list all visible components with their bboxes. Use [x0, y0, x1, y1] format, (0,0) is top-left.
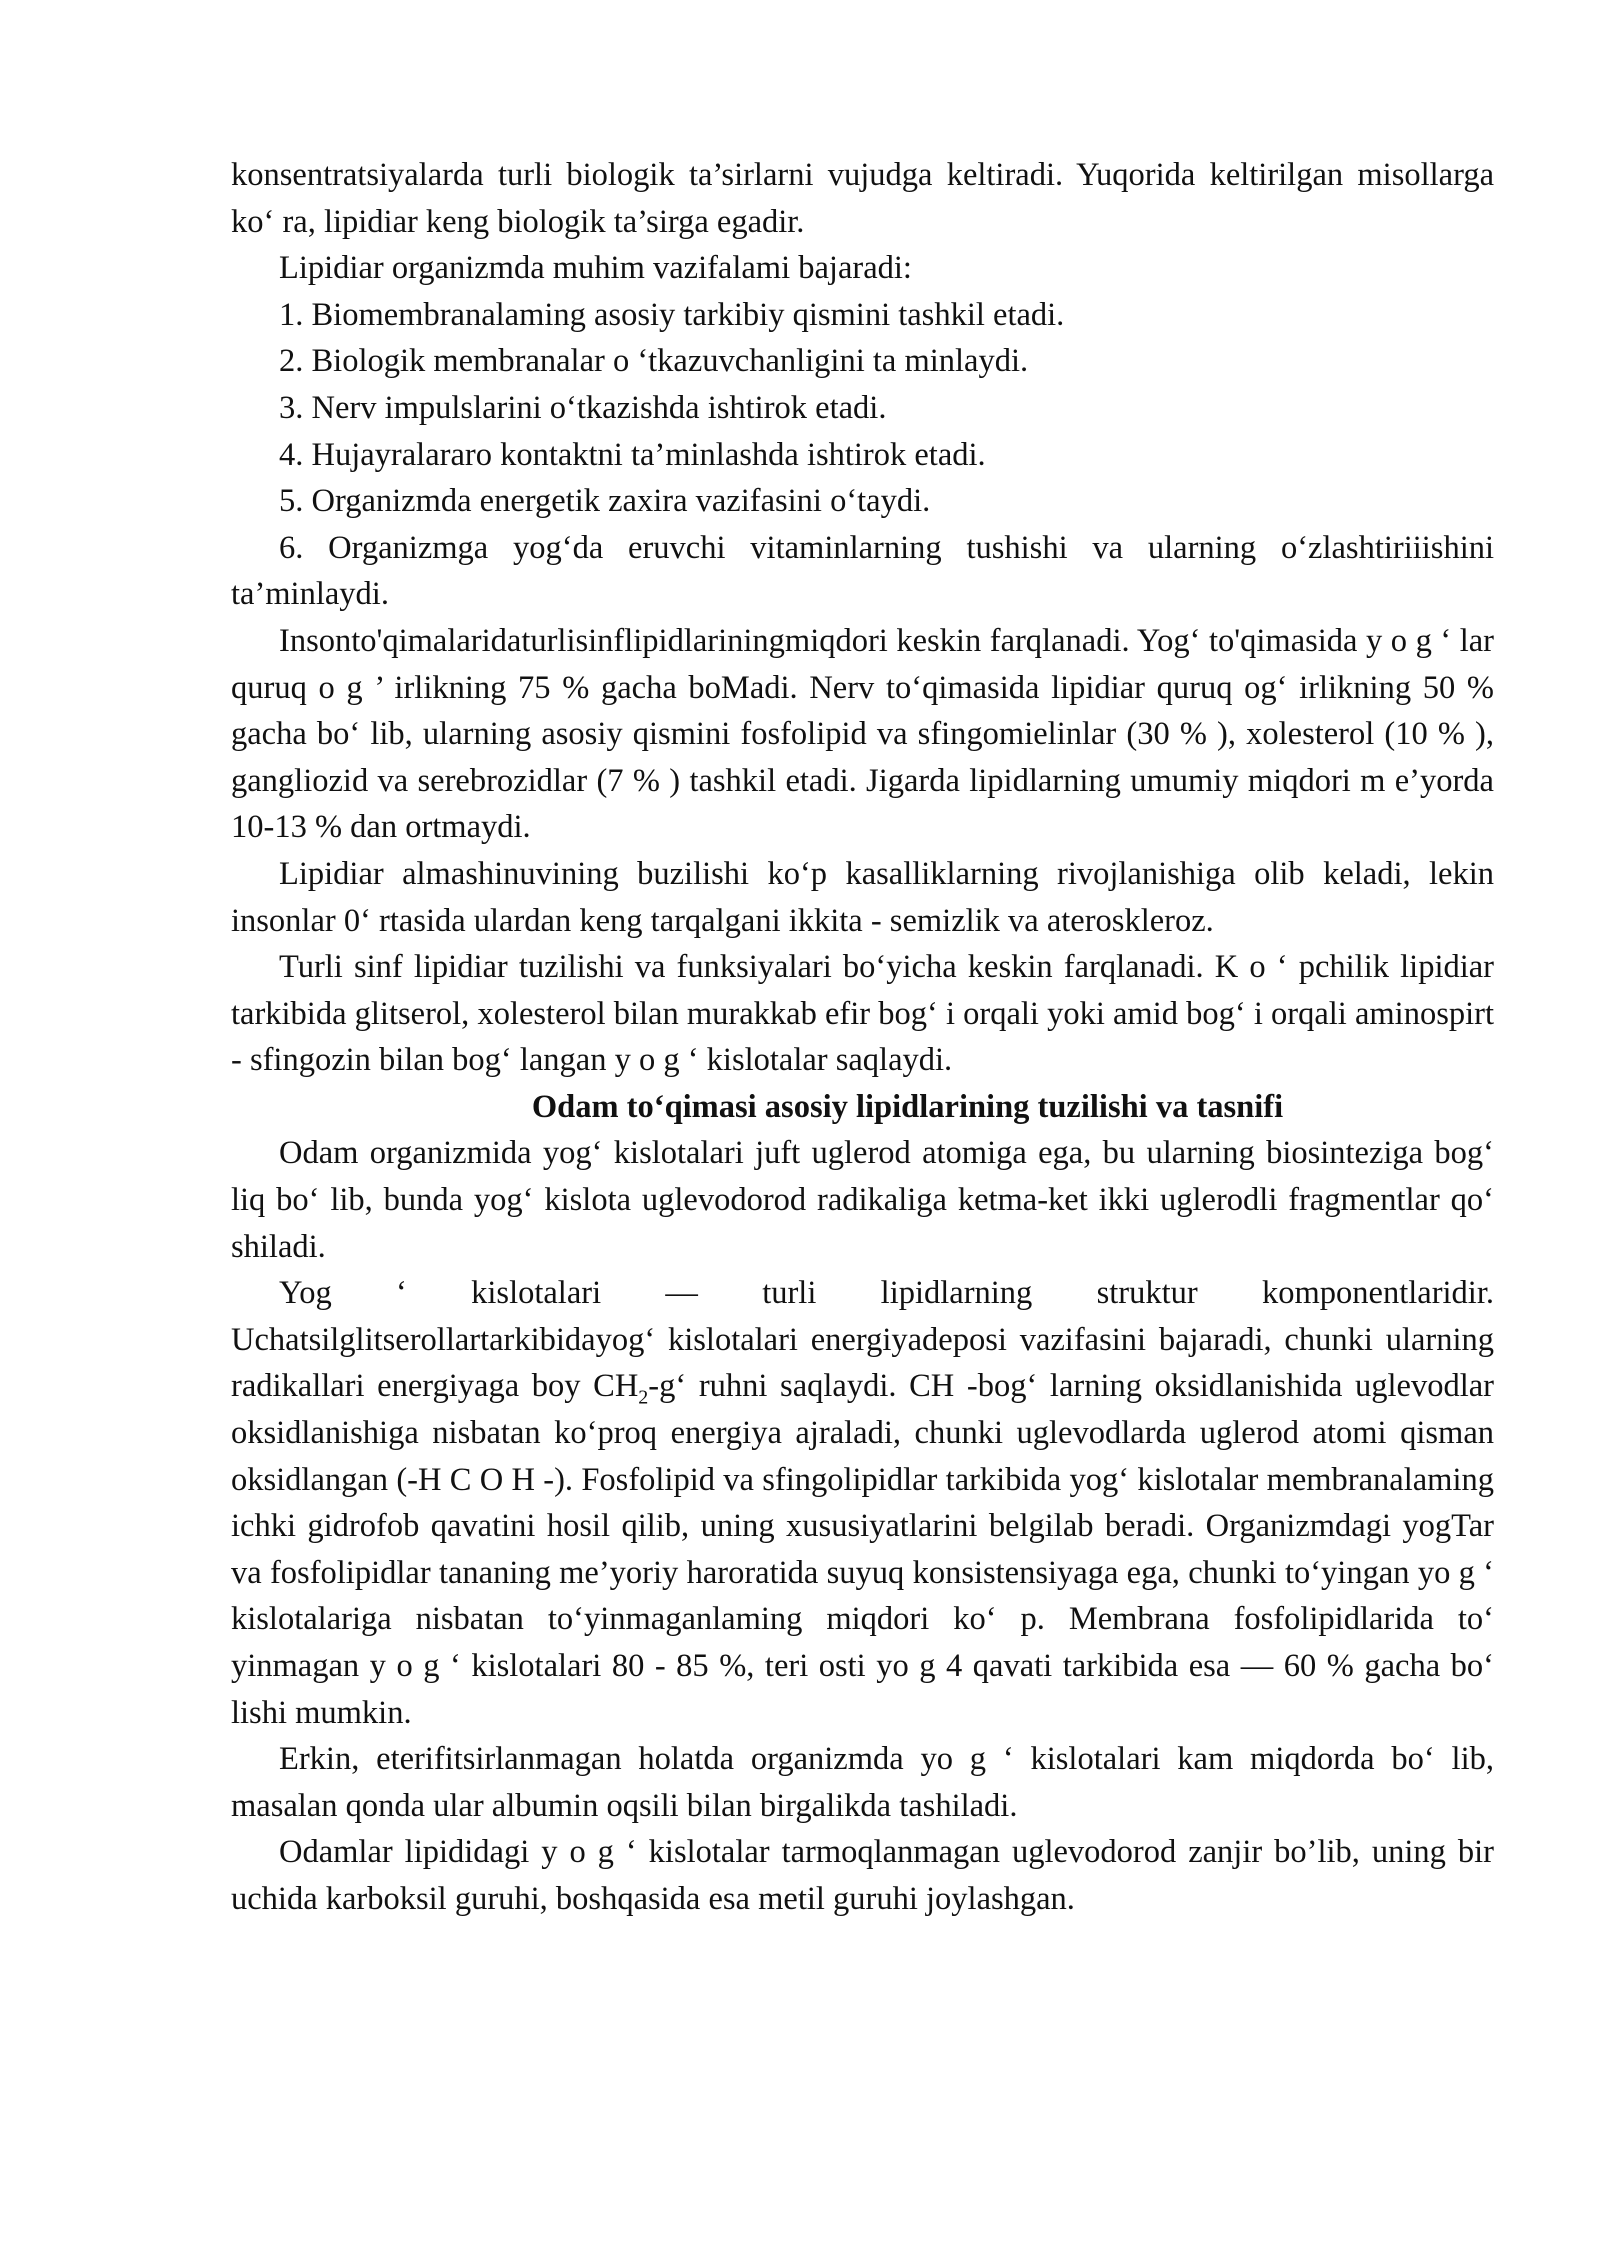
section-heading: Odam to‘qimasi asosiy lipidlarining tuzilishi va tasnifi	[531, 1088, 1284, 1125]
subscript: 2	[638, 1386, 649, 1409]
paragraph-structure: Turli sinf lipidiar tuzilishi va funksiyalari bo‘yicha keskin farqlanadi. K o ‘ pchilik lipidiar tarkibida glitserol, xolesterol bilan murakkab efir bog‘ i orqali yoki amid bog‘ i orqali aminospirt - sfingozin bilan bog‘ langan y o g ‘ kislotalar saqlaydi.	[231, 949, 1494, 1079]
list-item: 1. Biomembranalaming asosiy tarkibiy qismini tashkil etadi.	[279, 296, 1065, 333]
paragraph-lipid-content: Insonto'qimalaridaturlisinflipidlariningmiqdori keskin farqlanadi. Yog‘ to'qimasida y o g ‘ lar quruq o g ’ irlikning 75 % gacha boMadi. Nerv to‘qimasida lipidiar quruq og‘ irlikning 50 % gacha bo‘ lib, ularning asosiy qismini fosfolipid va sfingomielinlar (30 % ), xolesterol (10 % ), gangliozid va serebrozidlar (7 % ) tashkil etadi. Jigarda lipidlarning umumiy miqdori m e’yorda 10-13 % dan ortmaydi.	[231, 622, 1494, 846]
list-item: 4. Hujayralararo kontaktni ta’minlashda ishtirok etadi.	[279, 436, 986, 473]
paragraph-intro: konsentratsiyalarda turli biologik ta’sirlarni vujudga keltiradi. Yuqorida keltirilgan misollarga ko‘ ra, lipidiar keng biologik ta’sirga egadir.	[231, 157, 1494, 240]
paragraph-fatty-acids: Odam organizmida yog‘ kislotalari juft uglerod atomiga ega, bu ularning biosinteziga bog‘ liq bo‘ lib, bunda yog‘ kislota uglevodorod radikaliga ketma-ket ikki uglerodli fragmentlar qo‘ shiladi.	[231, 1135, 1494, 1265]
text-run: Yog ‘ kislotalari — turli lipidlarning struktur komponentlaridir. Uchatsilglitserollartarkibidayog‘ kislotalari energiyadeposi vazifasini bajaradi, chunki ularning radikallari energiyaga boy CH	[231, 1275, 1494, 1405]
paragraph-chain-structure: Odamlar lipididagi y o g ‘ kislotalar tarmoqlanmagan uglevodorod zanjir bo’lib, uning bir uchida karboksil guruhi, boshqasida esa metil guruhi joylashgan.	[231, 1834, 1494, 1917]
list-item: 2. Biologik membranalar o ‘tkazuvchanligini ta minlaydi.	[279, 343, 1029, 380]
text-run: -g‘ ruhni saqlaydi. CH -bog‘ larning oksidlanishida uglevodlar oksidlanishiga nisbatan ko‘proq energiya ajraladi, chunki uglevodlarda uglerod atomi qisman oksidlangan (-H C O H -). Fosfolipid va sfingolipidlar tarkibida yog‘ kislotalar membranalaming ichki gidrofob qavatini hosil qilib, uning xususiyatlarini belgilab beradi. Organizmdagi yogTar va fosfolipidlar tananing me’yoriy haroratida suyuq konsistensiyaga ega, chunki to‘yingan yo g ‘ kislotalariga nisbatan to‘yinmaganlaming miqdori ko‘ p. Membrana fosfolipidlarida to‘ yinmagan y o g ‘ kislotalari 80 - 85 %, teri osti yo g 4 qavati tarkibida esa — 60 % gacha bo‘ lishi mumkin.	[231, 1368, 1494, 1731]
paragraph-metabolism: Lipidiar almashinuvining buzilishi ko‘p kasalliklarning rivojlanishiga olib keladi, lekin insonlar 0‘ rtasida ulardan keng tarqalgani ikkita - semizlik va ateroskleroz.	[231, 855, 1494, 939]
document-page	[231, 152, 1494, 1923]
list-item: 5. Organizmda energetik zaxira vazifasini o‘taydi.	[279, 483, 931, 520]
list-item: 3. Nerv impulslarini o‘tkazishda ishtirok etadi.	[279, 389, 887, 426]
paragraph-functions-lead: Lipidiar organizmda muhim vazifalami bajaradi:	[279, 250, 912, 287]
list-item: 6. Organizmga yog‘da eruvchi vitaminlarning tushishi va ularning o‘zlashtiriiishini ta’minlaydi.	[231, 529, 1494, 613]
paragraph-fatty-acid-components	[231, 1270, 1494, 1736]
paragraph-free-fatty-acids: Erkin, eterifitsirlanmagan holatda organizmda yo g ‘ kislotalari kam miqdorda bo‘ lib, masalan qonda ular albumin oqsili bilan birgalikda tashiladi.	[231, 1741, 1494, 1824]
